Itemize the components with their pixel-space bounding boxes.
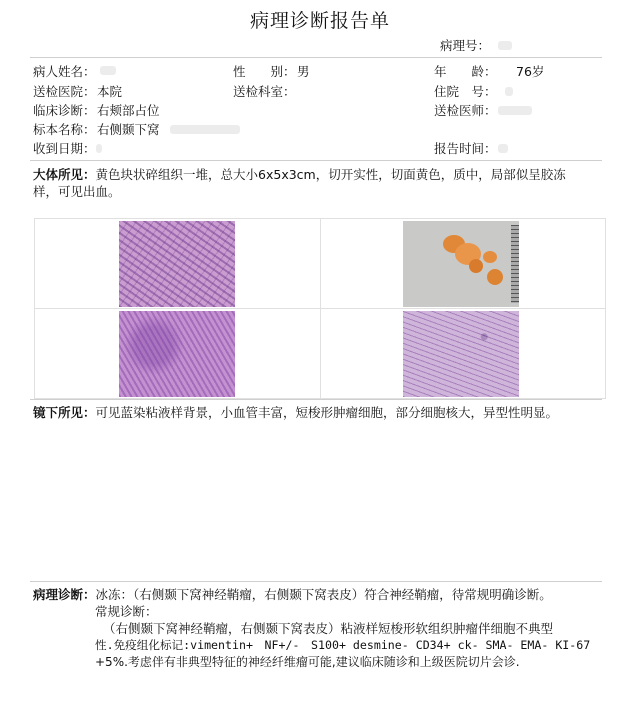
received-date-label: 收到日期： — [33, 141, 96, 156]
redacted-received-date — [96, 144, 102, 153]
report-title: 病理诊断报告单 — [249, 10, 390, 32]
doctor-label: 送检医师： — [434, 103, 497, 118]
gross-text: 黄色块状碎组织一堆，总大小6x5x3cm，切开实性，切面黄色，质中，局部似呈胶冻样，可见出血。 — [33, 167, 566, 199]
redacted-pathology-no — [498, 41, 512, 50]
clinical-dx-value: 右颊部占位 — [97, 103, 160, 118]
specimen-label: 标本名称： — [33, 122, 96, 137]
gross-label: 大体所见： — [33, 167, 96, 182]
images-divider — [30, 399, 602, 400]
diagnosis-routine-label: 常规诊断： — [95, 604, 158, 619]
microscopic-label: 镜下所见： — [33, 405, 96, 420]
diagnosis-ihc-markers: 性.免疫组化标记:vimentin+ NF+/- S100+ desmine- CD34+ ck- SMA- EMA- KI-67 — [95, 638, 591, 652]
micrograph-2 — [119, 311, 235, 397]
age-label: 年 龄： — [434, 64, 497, 79]
gross-section — [33, 166, 581, 200]
micrograph-3 — [403, 311, 519, 397]
diagnosis-section — [33, 586, 603, 603]
report-time-label: 报告时间： — [434, 141, 497, 156]
microscopic-section — [33, 404, 593, 421]
age-value: 76岁 — [516, 64, 545, 79]
redacted-doctor — [498, 106, 532, 115]
diagnosis-conclusion: +5%.考虑伴有非典型特征的神经纤维瘤可能,建议临床随诊和上级医院切片会诊. — [95, 655, 520, 669]
redacted-report-time — [498, 144, 508, 153]
diagnosis-label: 病理诊断： — [33, 587, 96, 602]
diagnosis-frozen: 冰冻：（右侧颞下窝神经鞘瘤，右侧颞下窝表皮）符合神经鞘瘤，待常规明确诊断。 — [95, 587, 552, 602]
image-table-divider-h — [35, 308, 605, 309]
specimen-value: 右侧颞下窝 — [97, 122, 160, 137]
diagnosis-routine-text: （右侧颞下窝神经鞘瘤，右侧颞下窝表皮）粘液样短梭形软组织肿瘤伴细胞不典型 — [103, 621, 554, 636]
tissue-fragment — [469, 259, 483, 273]
micrograph-1 — [119, 221, 235, 307]
pathology-no-label: 病理号： — [440, 38, 491, 53]
hospital-value: 本院 — [97, 84, 123, 99]
clinical-dx-label: 临床诊断： — [33, 103, 96, 118]
sex-value: 男 — [297, 64, 310, 79]
inpatient-label: 住院 号： — [434, 84, 497, 99]
tissue-fragment — [487, 269, 503, 285]
diagnosis-divider — [30, 581, 602, 582]
redacted-inpatient-no — [505, 87, 513, 96]
microscopic-text: 可见蓝染粘液样背景，小血管丰富，短梭形肿瘤细胞，部分细胞核大，异型性明显。 — [95, 405, 559, 420]
sex-label: 性 别： — [233, 64, 296, 79]
header-divider — [30, 57, 602, 58]
patient-name-label: 病人姓名： — [33, 64, 96, 79]
info-divider — [30, 160, 602, 161]
redacted-patient-name — [100, 66, 116, 75]
department-label: 送检科室： — [233, 84, 296, 99]
redacted-specimen — [170, 125, 240, 134]
hospital-label: 送检医院： — [33, 84, 96, 99]
scale-ruler — [511, 225, 519, 303]
tissue-fragment — [483, 251, 497, 263]
image-table — [34, 218, 606, 399]
gross-specimen-photo — [403, 221, 519, 307]
